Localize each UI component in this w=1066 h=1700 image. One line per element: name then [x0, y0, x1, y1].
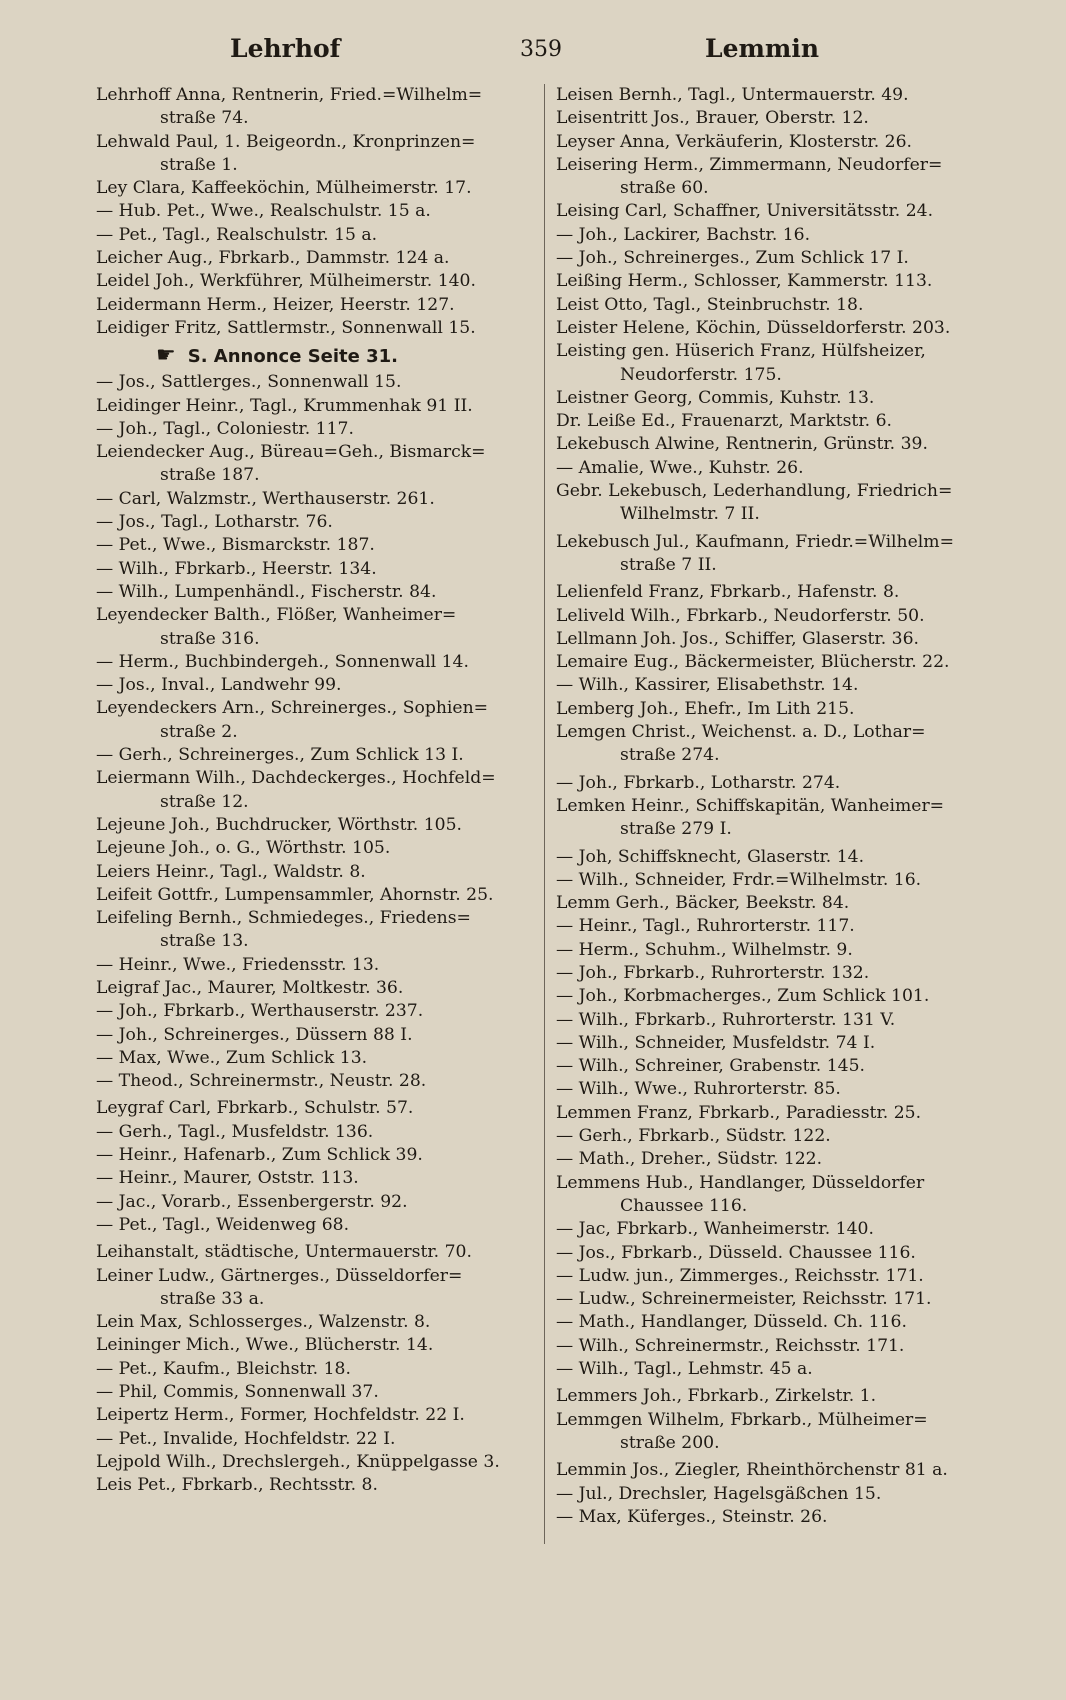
directory-entry: Lehwald Paul, 1. Beigeordn., Kronprinzen= — [96, 131, 476, 152]
entry-continuation-line: straße 2. — [160, 721, 238, 742]
directory-entry: Gebr. Lekebusch, Lederhandlung, Friedrich= — [556, 481, 953, 502]
entry-continuation-line: straße 13. — [160, 931, 249, 952]
directory-entry: Leidel Joh., Werkführer, Mülheimerstr. 140. — [96, 271, 476, 292]
directory-entry: Lelienfeld Franz, Fbrkarb., Hafenstr. 8. — [556, 582, 900, 603]
directory-entry: — Wilh., Schneider, Frdr.=Wilhelmstr. 16. — [556, 869, 922, 890]
directory-entry: Lemmens Hub., Handlanger, Düsseldorfer — [556, 1172, 925, 1193]
entry-continuation-line: straße 74. — [160, 108, 249, 129]
directory-entry: Leliveld Wilh., Fbrkarb., Neudorferstr. 50. — [556, 605, 925, 626]
directory-entry: — Ludw. jun., Zimmerges., Reichsstr. 171. — [556, 1265, 924, 1286]
directory-entry: — Wilh., Kassirer, Elisabethstr. 14. — [556, 675, 859, 696]
directory-entry: Ley Clara, Kaffeeköchin, Mülheimerstr. 17. — [96, 178, 472, 199]
directory-entry: Leis Pet., Fbrkarb., Rechtsstr. 8. — [96, 1475, 378, 1496]
directory-entry: Leiner Ludw., Gärtnerges., Düsseldorfer= — [96, 1265, 463, 1286]
directory-entry: Leidiger Fritz, Sattlermstr., Sonnenwall 15. — [96, 317, 476, 338]
directory-entry: — Hub. Pet., Wwe., Realschulstr. 15 a. — [96, 201, 431, 222]
directory-entry: — Jos., Fbrkarb., Düsseld. Chaussee 116. — [556, 1242, 916, 1263]
directory-entry: — Wilh., Lumpenhändl., Fischerstr. 84. — [96, 581, 437, 602]
directory-entry: Lejpold Wilh., Drechslergeh., Knüppelgasse 3. — [96, 1451, 500, 1472]
directory-entry: Leist Otto, Tagl., Steinbruchstr. 18. — [556, 294, 864, 315]
entry-continuation-line: straße 274. — [620, 745, 720, 766]
directory-entry: Leistner Georg, Commis, Kuhstr. 13. — [556, 387, 875, 408]
directory-entry: Lemmin Jos., Ziegler, Rheinthörchenstr 81 a. — [556, 1460, 948, 1481]
entry-continuation-line: straße 200. — [620, 1432, 720, 1453]
directory-entry: — Herm., Schuhm., Wilhelmstr. 9. — [556, 939, 853, 960]
directory-entry: — Jul., Drechsler, Hagelsgäßchen 15. — [556, 1483, 882, 1504]
directory-entry: Lein Max, Schlosserges., Walzenstr. 8. — [96, 1312, 431, 1333]
directory-entry: Leisentritt Jos., Brauer, Oberstr. 12. — [556, 108, 869, 129]
directory-entry: — Gerh., Schreinerges., Zum Schlick 13 I. — [96, 745, 464, 766]
left-column — [96, 84, 536, 1498]
directory-entry: — Joh., Schreinerges., Düssern 88 I. — [96, 1024, 413, 1045]
right-column — [556, 84, 1006, 1529]
directory-entry: — Pet., Wwe., Bismarckstr. 187. — [96, 535, 375, 556]
directory-entry: — Heinr., Tagl., Ruhrorterstr. 117. — [556, 916, 855, 937]
directory-entry: Leigraf Jac., Maurer, Moltkestr. 36. — [96, 977, 404, 998]
directory-entry: — Wilh., Tagl., Lehmstr. 45 a. — [556, 1359, 813, 1380]
directory-entry: Leininger Mich., Wwe., Blücherstr. 14. — [96, 1335, 434, 1356]
directory-entry: Leisen Bernh., Tagl., Untermauerstr. 49. — [556, 85, 909, 105]
directory-entry: Lejeune Joh., Buchdrucker, Wörthstr. 105. — [96, 814, 462, 835]
entry-continuation-line: straße 60. — [620, 178, 709, 199]
column-divider — [544, 84, 545, 1544]
directory-entry: — Heinr., Wwe., Friedensstr. 13. — [96, 954, 380, 975]
directory-entry: Lemm Gerh., Bäcker, Beekstr. 84. — [556, 893, 850, 914]
directory-entry: Leyser Anna, Verkäuferin, Klosterstr. 26. — [556, 131, 913, 152]
directory-entry: — Herm., Buchbindergeh., Sonnenwall 14. — [96, 651, 469, 672]
right-entries — [556, 84, 1006, 1529]
directory-entry: Lemken Heinr., Schiffskapitän, Wanheimer= — [556, 795, 945, 816]
directory-entry: Lehrhoff Anna, Rentnerin, Fried.=Wilhelm= — [96, 85, 483, 105]
directory-entry: — Ludw., Schreinermeister, Reichsstr. 171. — [556, 1289, 932, 1310]
directory-entry: — Wilh., Schreiner, Grabenstr. 145. — [556, 1056, 866, 1077]
directory-entry: — Jos., Tagl., Lotharstr. 76. — [96, 512, 333, 533]
directory-entry: — Heinr., Hafenarb., Zum Schlick 39. — [96, 1145, 423, 1166]
directory-entry: Leidinger Heinr., Tagl., Krummenhak 91 II. — [96, 395, 473, 416]
directory-entry: Lemmgen Wilhelm, Fbrkarb., Mülheimer= — [556, 1409, 928, 1430]
pointing-hand-icon: ☛ — [156, 343, 176, 369]
directory-entry: — Gerh., Fbrkarb., Südstr. 122. — [556, 1126, 831, 1147]
directory-entry: — Math., Dreher., Südstr. 122. — [556, 1149, 823, 1170]
directory-entry: Leicher Aug., Fbrkarb., Dammstr. 124 a. — [96, 248, 450, 269]
entry-continuation-line: Chaussee 116. — [620, 1195, 748, 1216]
directory-entry: — Pet., Tagl., Realschulstr. 15 a. — [96, 224, 378, 245]
directory-entry: — Wilh., Fbrkarb., Heerstr. 134. — [96, 558, 377, 579]
directory-entry: — Max, Wwe., Zum Schlick 13. — [96, 1047, 368, 1068]
directory-entry: Leißing Herm., Schlosser, Kammerstr. 113. — [556, 271, 933, 292]
directory-entry: Leising Carl, Schaffner, Universitätsstr. 24. — [556, 201, 934, 222]
directory-entry: Leyendeckers Arn., Schreinerges., Sophien= — [96, 698, 489, 719]
directory-entry: — Amalie, Wwe., Kuhstr. 26. — [556, 457, 804, 478]
directory-entry: — Phil, Commis, Sonnenwall 37. — [96, 1382, 379, 1403]
directory-entry: Leidermann Herm., Heizer, Heerstr. 127. — [96, 294, 455, 315]
directory-entry: Leipertz Herm., Former, Hochfeldstr. 22 I. — [96, 1405, 465, 1426]
directory-entry: Leiermann Wilh., Dachdeckerges., Hochfeld= — [96, 768, 496, 789]
directory-entry: Leisting gen. Hüserich Franz, Hülfsheizer, — [556, 341, 926, 362]
directory-entry: Leygraf Carl, Fbrkarb., Schulstr. 57. — [96, 1098, 414, 1119]
directory-entry: — Joh., Tagl., Coloniestr. 117. — [96, 418, 354, 439]
directory-entry: Lemgen Christ., Weichenst. a. D., Lothar= — [556, 722, 926, 743]
header-left-keyword: Lehrhof — [230, 34, 341, 63]
directory-entry: — Pet., Invalide, Hochfeldstr. 22 I. — [96, 1428, 396, 1449]
directory-entry: — Joh., Fbrkarb., Werthauserstr. 237. — [96, 1001, 424, 1022]
directory-entry: — Pet., Tagl., Weidenweg 68. — [96, 1214, 350, 1235]
entry-continuation-line: straße 1. — [160, 154, 238, 175]
directory-entry: Lekebusch Jul., Kaufmann, Friedr.=Wilhelm= — [556, 531, 954, 552]
directory-entry: — Carl, Walzmstr., Werthauserstr. 261. — [96, 488, 435, 509]
directory-entry: — Joh, Schiffsknecht, Glaserstr. 14. — [556, 846, 865, 867]
directory-entry: Lemmers Joh., Fbrkarb., Zirkelstr. 1. — [556, 1386, 877, 1407]
directory-entry: — Jac., Vorarb., Essenbergerstr. 92. — [96, 1191, 408, 1212]
directory-entry: — Wilh., Schneider, Musfeldstr. 74 I. — [556, 1032, 876, 1053]
directory-entry: — Joh., Fbrkarb., Ruhrorterstr. 132. — [556, 962, 870, 983]
entry-continuation-line: Wilhelmstr. 7 II. — [620, 504, 760, 525]
annonce-reference — [96, 340, 536, 371]
directory-entry: — Max, Küferges., Steinstr. 26. — [556, 1506, 828, 1527]
directory-entry: Leifeit Gottfr., Lumpensammler, Ahornstr. 25. — [96, 884, 494, 905]
directory-entry: Leiendecker Aug., Büreau=Geh., Bismarck= — [96, 442, 486, 463]
directory-entry: Lellmann Joh. Jos., Schiffer, Glaserstr. 36. — [556, 628, 920, 649]
directory-entry: Dr. Leiße Ed., Frauenarzt, Marktstr. 6. — [556, 411, 892, 432]
directory-entry: — Wilh., Schreinermstr., Reichsstr. 171. — [556, 1335, 905, 1356]
directory-entry: — Gerh., Tagl., Musfeldstr. 136. — [96, 1121, 374, 1142]
directory-entry: — Jos., Sattlerges., Sonnenwall 15. — [96, 372, 402, 393]
directory-entry: Lejeune Joh., o. G., Wörthstr. 105. — [96, 838, 391, 859]
header-right-keyword: Lemmin — [705, 34, 820, 63]
entry-continuation-line: straße 316. — [160, 628, 260, 649]
directory-entry: Lemmen Franz, Fbrkarb., Paradiesstr. 25. — [556, 1102, 922, 1123]
directory-entry: Lemberg Joh., Ehefr., Im Lith 215. — [556, 698, 855, 719]
directory-entry: Leister Helene, Köchin, Düsseldorferstr. 203. — [556, 317, 951, 338]
directory-entry: — Joh., Korbmacherges., Zum Schlick 101. — [556, 986, 930, 1007]
directory-entry: — Wilh., Fbrkarb., Ruhrorterstr. 131 V. — [556, 1009, 896, 1030]
entry-continuation-line: straße 7 II. — [620, 554, 717, 575]
directory-entry: — Math., Handlanger, Düsseld. Ch. 116. — [556, 1312, 907, 1333]
entry-continuation-line: straße 12. — [160, 791, 249, 812]
directory-entry: Lemaire Eug., Bäckermeister, Blücherstr. 22. — [556, 652, 950, 673]
entry-continuation-line: straße 187. — [160, 465, 260, 486]
directory-entry: — Wilh., Wwe., Ruhrorterstr. 85. — [556, 1079, 841, 1100]
directory-entry: — Jos., Inval., Landwehr 99. — [96, 675, 342, 696]
entry-continuation-line: straße 279 I. — [620, 819, 732, 840]
page-number: 359 — [520, 37, 562, 62]
directory-entry: Leiers Heinr., Tagl., Waldstr. 8. — [96, 861, 366, 882]
directory-entry: — Heinr., Maurer, Oststr. 113. — [96, 1168, 359, 1189]
directory-entry: Leisering Herm., Zimmermann, Neudorfer= — [556, 154, 943, 175]
directory-entry: — Theod., Schreinermstr., Neustr. 28. — [96, 1071, 427, 1092]
entry-continuation-line: Neudorferstr. 175. — [620, 364, 782, 385]
directory-entry: Lekebusch Alwine, Rentnerin, Grünstr. 39. — [556, 434, 928, 455]
directory-entry: — Joh., Lackirer, Bachstr. 16. — [556, 224, 811, 245]
left-entries-before-annonce — [96, 84, 536, 340]
page-header — [0, 34, 1066, 74]
directory-entry: — Joh., Fbrkarb., Lotharstr. 274. — [556, 772, 841, 793]
directory-entry: Leihanstalt, städtische, Untermauerstr. 70. — [96, 1242, 472, 1263]
directory-entry: — Joh., Schreinerges., Zum Schlick 17 I. — [556, 248, 909, 269]
directory-entry: Leifeling Bernh., Schmiedeges., Friedens= — [96, 908, 471, 929]
entry-continuation-line: straße 33 a. — [160, 1288, 265, 1309]
annonce-text: S. Annonce Seite 31. — [187, 346, 398, 368]
directory-entry: — Jac, Fbrkarb., Wanheimerstr. 140. — [556, 1219, 874, 1240]
directory-entry: — Pet., Kaufm., Bleichstr. 18. — [96, 1358, 351, 1379]
directory-entry: Leyendecker Balth., Flößer, Wanheimer= — [96, 605, 457, 626]
left-entries-after-annonce — [96, 371, 536, 1497]
